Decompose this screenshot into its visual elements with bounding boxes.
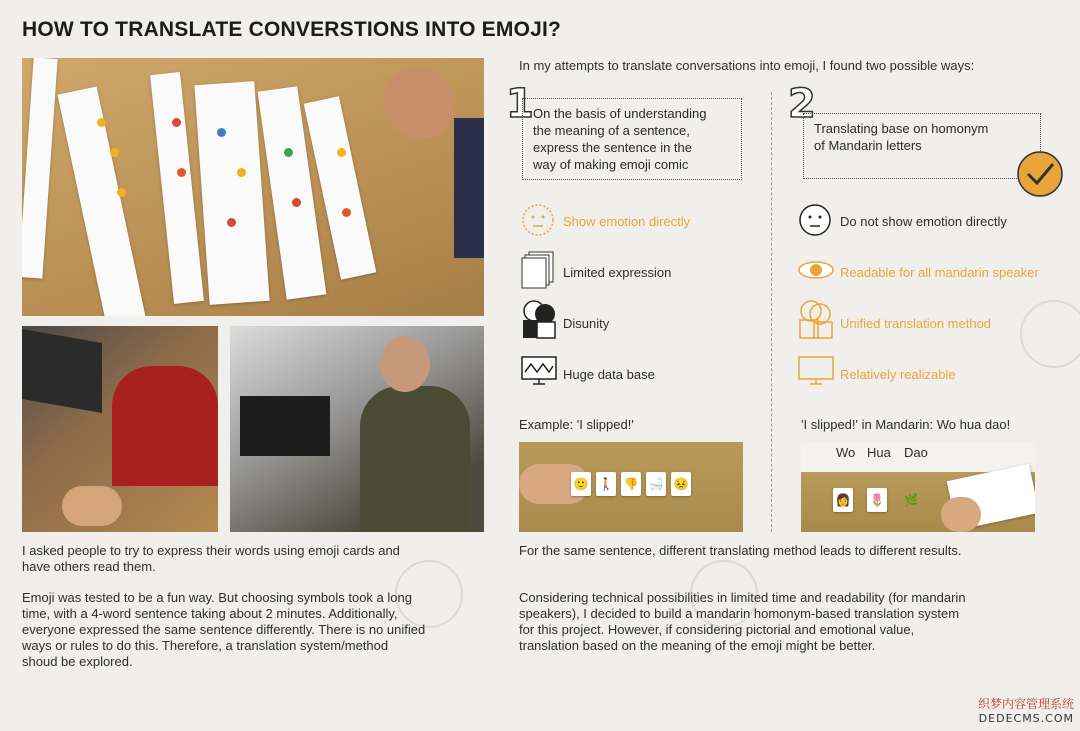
left-caption-line: I asked people to try to express their words using emoji cards and <box>22 543 400 558</box>
method-2-line: Translating base on homonym <box>814 121 989 136</box>
monitor-icon <box>521 356 557 388</box>
method-1-example-photo: 🙂 🚶 👎 🛁 😣 <box>519 442 743 532</box>
method-2-example-photo: Wo Hua Dao 👩 🌷 🌿 <box>801 442 1035 532</box>
method-2-line: of Mandarin letters <box>814 138 922 153</box>
left-paragraph-line: ways or rules to do this. Therefore, a translation system/method <box>22 638 389 653</box>
smiling-participant-photo <box>230 326 484 532</box>
right-paragraph-line: speakers), I decided to build a mandarin homonym-based translation system <box>519 606 960 621</box>
pinyin-wo: Wo <box>836 445 856 460</box>
method-1-number: 1 <box>506 81 534 127</box>
corner-watermark-line2: DEDECMS.COM <box>978 712 1074 725</box>
right-paragraph <box>519 590 1049 654</box>
corner-watermark-line1: 织梦内容管理系统 <box>977 697 1074 711</box>
method-1-line: On the basis of understanding <box>533 106 707 121</box>
right-paragraph-line: Considering technical possibilities in limited time and readability (for mandarin <box>519 590 966 605</box>
method-2-number: 2 <box>788 81 816 127</box>
stacked-pages-icon <box>521 250 555 290</box>
method-1-line: way of making emoji comic <box>533 157 689 172</box>
left-caption <box>22 543 482 575</box>
neutral-face-outline-icon <box>521 203 555 237</box>
method-1-feature-label: Huge data base <box>563 367 655 382</box>
right-paragraph-line: translation based on the meaning of the emoji might be better. <box>519 638 876 653</box>
method-1-feature-label: Disunity <box>563 316 610 331</box>
unified-shapes-icon <box>798 300 834 340</box>
overlapping-shapes-icon <box>521 300 557 340</box>
monitor-icon <box>798 356 834 388</box>
laptop-user-photo <box>22 326 218 532</box>
method-2-feature-label: Relatively realizable <box>840 367 956 382</box>
neutral-face-icon <box>798 203 832 237</box>
pinyin-hua: Hua <box>867 445 891 460</box>
method-2-example-label: 'I slipped!' in Mandarin: Wo hua dao! <box>801 417 1011 432</box>
watermark-logo <box>1020 300 1080 368</box>
right-caption: For the same sentence, different translating method leads to different results. <box>519 543 962 558</box>
left-paragraph <box>22 590 492 670</box>
page-title: HOW TO TRANSLATE CONVERSTIONS INTO EMOJI? <box>22 18 562 41</box>
corner-watermark <box>978 695 1074 725</box>
method-1-feature-label: Show emotion directly <box>563 214 691 229</box>
column-divider <box>771 92 772 532</box>
left-paragraph-line: everyone expressed the same sentence differently. There is no unified <box>22 622 426 637</box>
left-paragraph-line: shoud be explored. <box>22 654 133 669</box>
right-paragraph-line: for this project. However, if considering pictorial and emotional value, <box>519 622 915 637</box>
method-1-line: the meaning of a sentence, <box>533 123 690 138</box>
left-paragraph-line: Emoji was tested to be a fun way. But choosing symbols took a long <box>22 590 412 605</box>
method-1-feature-label: Limited expression <box>563 265 672 280</box>
method-2-feature-label: Readable for all mandarin speaker <box>840 265 1039 280</box>
checkmark-icon <box>1016 150 1064 198</box>
method-1-line: express the sentence in the <box>533 140 692 155</box>
eye-icon <box>797 260 835 280</box>
intro-text: In my attempts to translate conversations into emoji, I found two possible ways: <box>519 58 975 73</box>
method-2-box <box>803 113 1041 179</box>
method-2-feature-label: Unified translation method <box>840 316 992 331</box>
left-caption-line: have others read them. <box>22 559 156 574</box>
left-paragraph-line: time, with a 4-word sentence taking about 2 minutes. Additionally, <box>22 606 398 621</box>
method-1-example-label: Example: 'I slipped!' <box>519 417 634 432</box>
method-1-box <box>522 98 742 180</box>
pinyin-dao: Dao <box>904 445 928 460</box>
emoji-strips-photo <box>22 58 484 316</box>
method-2-feature-label: Do not show emotion directly <box>840 214 1007 229</box>
